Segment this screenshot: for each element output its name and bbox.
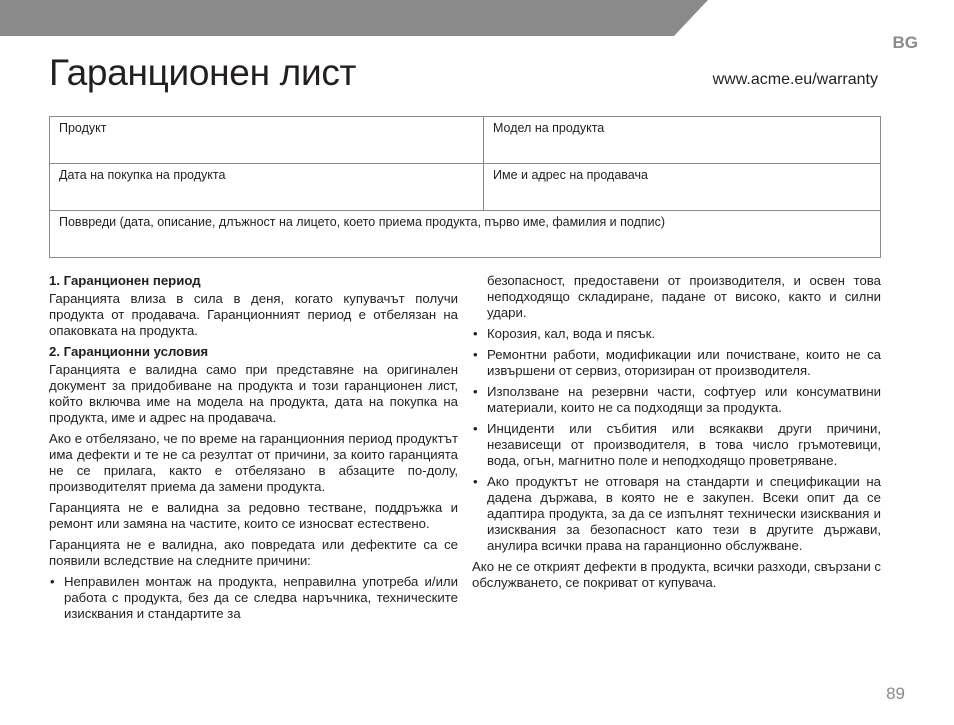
bullet-icon: • [473,421,478,436]
top-decorative-band [0,0,954,36]
bullet-icon: • [473,474,478,489]
bullet-icon: • [473,326,478,341]
list-item-text: Използване на резервни части, софтуер или консуматвини материали, които не са подходящи за продукта. [487,384,881,415]
list-item-continuation: безопасност, предоставени от производителя, и освен това неподходящо складиране, падане от високо, както и силни удари. [487,273,881,320]
section-heading-conditions: 2. Гаранционни условия [49,344,209,359]
section-heading-period: 1. Гаранционен период [49,273,201,288]
warranty-website: www.acme.eu/warranty [712,71,878,88]
list-item-text: Ремонтни работи, модификации или почистване, които не са извършени от сервиз, оторизиран от производителя. [487,347,881,378]
causes-list-continued [472,326,881,554]
bullet-icon: • [50,574,55,589]
list-item [49,574,458,622]
language-code: BG [892,33,918,52]
list-item [472,347,881,379]
list-item-text: Ако продуктът не отговаря на стандарти и спецификации на дадена държава, в която не е закупен. Всеки опит да се адаптира продукта, за да се изпълнят технически изисквания и изисквания за безопасност като тези в другите държави, анулира всички права на гаранционно обслужване. [487,474,881,553]
right-column [472,273,881,596]
left-column [49,273,458,627]
list-item [472,421,881,469]
list-item [472,474,881,554]
field-repairs: Поввреди (дата, описание, длъжност на лицето, което приема продукта, първо име, фамилия и подпис) [50,211,881,258]
list-item-text: Корозия, кал, вода и пясък. [487,326,656,341]
warranty-form-table [49,116,881,258]
paragraph-period: Гаранцията влиза в сила в деня, когато купувачът получи продукта от продавача. Гаранционният период е отбелязан на опаковката на продукта. [49,291,458,338]
field-model: Модел на продукта [484,117,881,164]
field-seller: Име и адрес на продавача [484,164,881,211]
page-number: 89 [886,684,905,703]
paragraph-conditions: Гаранцията е валидна само при представяне на оригинален документ за придобиване на продукта и този гаранционен лист, който включва име на модела на продукта, дата на покупка на продукта, име и адрес на продавача. [49,362,458,425]
paragraph-not-valid-causes: Гаранцията не е валидна, ако повредата или дефектите са се появили вследствие на следните причини: [49,537,458,568]
field-purchase-date: Дата на покупка на продукта [50,164,484,211]
causes-list [49,574,458,622]
list-item-text: Неправилен монтаж на продукта, неправилна употреба и/или работа с продукта, без да се следва наръчника, техническите изисквания и стандартите за [64,574,458,621]
paragraph-not-valid-maintenance: Гаранцията не е валидна за редовно тестване, поддръжка и ремонт или замяна на частите, които се износват естествено. [49,500,458,531]
bullet-icon: • [473,384,478,399]
paragraph-defects: Ако е отбелязано, че по време на гаранционния период продуктът има дефекти и те не са резултат от причини, за които гаранцията не се прилага, както е отбелязано в абзаците по-долу, производителят приема да замени продукта. [49,431,458,494]
bullet-icon: • [473,347,478,362]
field-product: Продукт [50,117,484,164]
paragraph-closing: Ако не се открият дефекти в продукта, всички разходи, свързани с обслужването, се покриват от купувача. [472,559,881,590]
list-item [472,384,881,416]
page-title: Гаранционен лист [49,52,357,93]
list-item [472,326,881,342]
list-item-text: Инциденти или събития или всякакви други причини, независещи от производителя, в това число гръмотевици, вода, огън, магнитно поле и неподходящо проветряване. [487,421,881,468]
